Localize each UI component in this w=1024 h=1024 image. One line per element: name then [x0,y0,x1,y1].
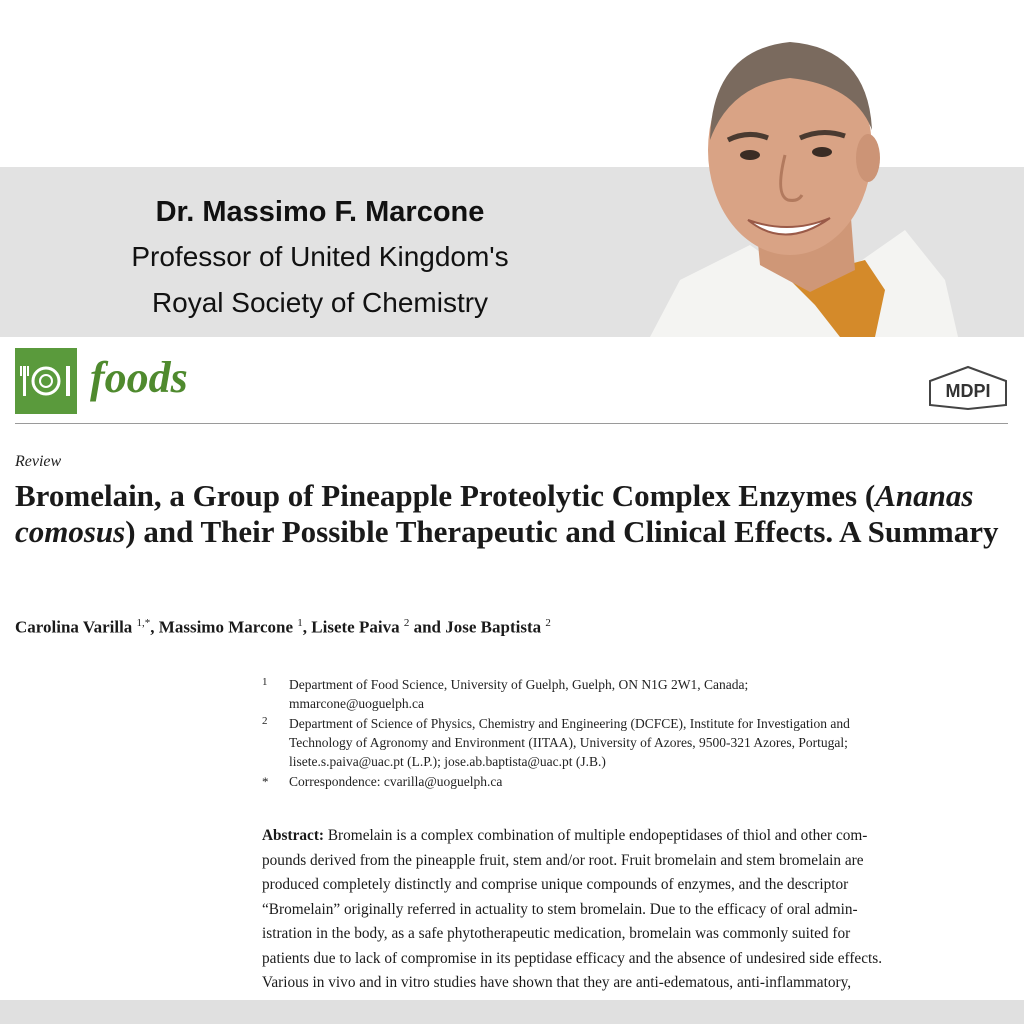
affiliation-line: Technology of Agronomy and Environment (IITAA), University of Azores, 9500-321 Azores, Portugal; [289,735,848,750]
author-separator: , [302,617,312,637]
affiliation-1 [262,675,1012,713]
author-name: Carolina Varilla [15,617,133,637]
mdpi-logo [928,365,1008,411]
author-conjunction: and [409,617,446,637]
title-part-1: Bromelain, a Group of Pineapple Proteolytic Complex Enzymes ( [15,478,876,513]
affiliation-mark: 1 [262,676,268,688]
affiliation-mark: 2 [262,715,268,727]
professor-title-line-1: Professor of United Kingdom's [131,241,509,272]
author-affiliation-mark: 1,* [136,617,151,629]
journal-name: foods [90,353,188,402]
author-name: Lisete Paiva [311,617,400,637]
author-list [15,617,551,638]
abstract-line: pounds derived from the pineapple fruit, stem and/or root. Fruit bromelain and stem bromelain are [262,851,864,869]
bottom-bar [0,1000,1024,1024]
plate-cutlery-icon [15,348,77,414]
abstract [262,824,1012,996]
title-part-2: ) and Their Possible Therapeutic and Clinical Effects. A Summary [125,514,999,549]
affiliation-2 [262,714,1012,771]
abstract-line: istration in the body, as a safe phytotherapeutic medication, bromelain was commonly suited for [262,925,851,942]
author-affiliation-mark: 1 [297,617,303,629]
abstract-line [262,824,1012,849]
affiliation-line: Department of Science of Physics, Chemistry and Engineering (DCFCE), Institute for Investigation and [289,716,850,731]
abstract-line: patients due to lack of compromise in its peptidase efficacy and the absence of undesired side effects. [262,949,883,967]
correspondence-email[interactable]: Correspondence: cvarilla@uoguelph.ca [289,774,503,789]
foods-journal-logo [15,348,77,414]
abstract-label: Abstract: [262,827,325,844]
abstract-text: Bromelain is a complex combination of multiple endopeptidases of thiol and other com- [324,827,868,844]
affiliation-email[interactable]: lisete.s.paiva@uac.pt (L.P.); jose.ab.baptista@uac.pt (J.B.) [289,754,606,769]
correspondence-mark: * [262,774,269,789]
title-species: Ananas comosus [15,478,974,549]
author-name: Massimo Marcone [158,617,294,637]
author-affiliation-mark: 2 [403,617,410,629]
abstract-line: Various in vivo and in vitro studies have shown that they are anti-edematous, anti-inflammatory, [262,974,852,991]
professor-portrait [640,30,970,337]
abstract-line: “Bromelain” originally referred in actuality to stem bromelain. Due to the efficacy of oral admin- [262,900,858,918]
author-affiliation-mark: 2 [545,617,551,629]
banner-text [60,190,580,326]
correspondence [262,772,1012,791]
publisher-name: MDPI [945,381,991,401]
author-name: Jose Baptista [445,617,542,637]
professor-title-line-2: Royal Society of Chemistry [151,287,489,318]
author-separator: , [150,617,159,637]
affiliation-email[interactable]: mmarcone@uoguelph.ca [289,696,425,711]
article-title [15,478,1010,550]
abstract-line: produced completely distinctly and comprise unique compounds of enzymes, and the descriptor [262,876,849,893]
header-divider [15,423,1008,424]
article-type: Review [15,453,62,470]
affiliation-line: Department of Food Science, University of Guelph, Guelph, ON N1G 2W1, Canada; [289,677,749,692]
professor-name: Dr. Massimo F. Marcone [155,196,485,228]
affiliations [262,675,1012,792]
